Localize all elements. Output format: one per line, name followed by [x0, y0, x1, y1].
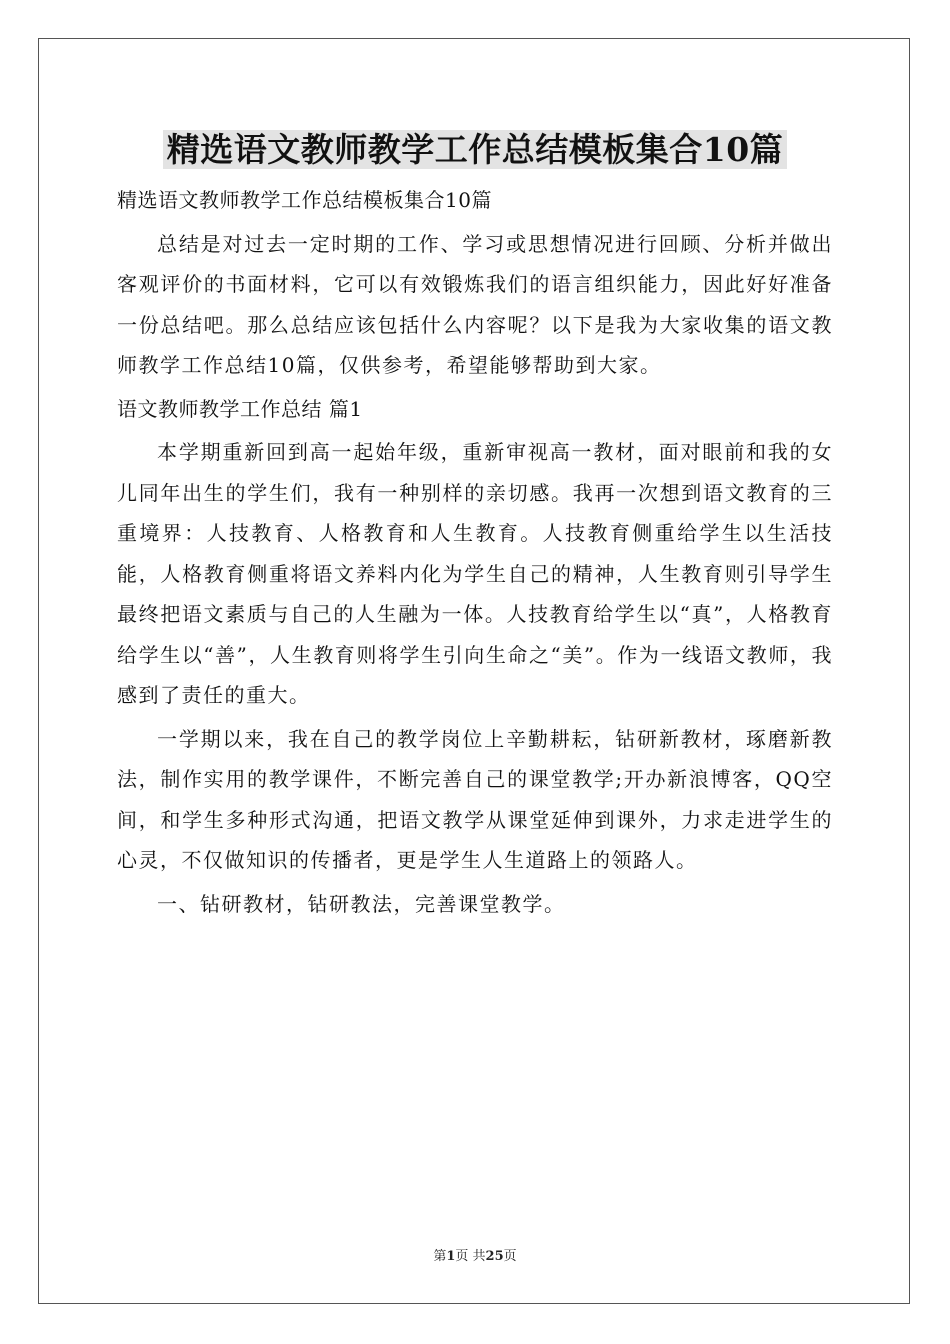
page-current: 1	[446, 1249, 456, 1264]
page-total: 25	[485, 1249, 504, 1264]
page-number-footer	[0, 1248, 950, 1266]
document-body	[117, 180, 833, 924]
intro-paragraph: 总结是对过去一定时期的工作、学习或思想情况进行回顾、分析并做出客观评价的书面材料，它可以有效锻炼我们的语言组织能力，因此好好准备一份总结吧。那么总结应该包括什么内容呢？以下是我为大家收集的语文教师教学工作总结10篇，仅供参考，希望能够帮助到大家。	[117, 231, 833, 377]
document-title	[0, 124, 950, 176]
document-title-text: 精选语文教师教学工作总结模板集合10篇	[163, 130, 787, 169]
body-paragraph-3: 一、钻研教材，钻研教法，完善课堂教学。	[157, 891, 566, 916]
page-prefix: 第	[433, 1249, 447, 1264]
document-subtitle: 精选语文教师教学工作总结模板集合10篇	[117, 188, 492, 212]
body-paragraph-2: 一学期以来，我在自己的教学岗位上辛勤耕耘，钻研新教材，琢磨新教法，制作实用的教学课件，不断完善自己的课堂教学;开办新浪博客，QQ空间，和学生多种形式沟通，把语文教学从课堂延伸到课外，力求走进学生的心灵，不仅做知识的传播者，更是学生人生道路上的领路人。	[117, 726, 833, 872]
page-suffix: 页	[503, 1249, 517, 1264]
page-mid: 页 共	[455, 1249, 486, 1264]
body-paragraph-1: 本学期重新回到高一起始年级，重新审视高一教材，面对眼前和我的女儿同年出生的学生们，我有一种别样的亲切感。我再一次想到语文教育的三重境界：人技教育、人格教育和人生教育。人技教育侧重给学生以生活技能，人格教育侧重将语文养料内化为学生自己的精神，人生教育则引导学生最终把语文素质与自己的人生融为一体。人技教育给学生以“真”，人格教育给学生以“善”，人生教育则将学生引向生命之“美”。作为一线语文教师，我感到了责任的重大。	[117, 440, 833, 707]
section-heading: 语文教师教学工作总结 篇1	[117, 396, 363, 421]
